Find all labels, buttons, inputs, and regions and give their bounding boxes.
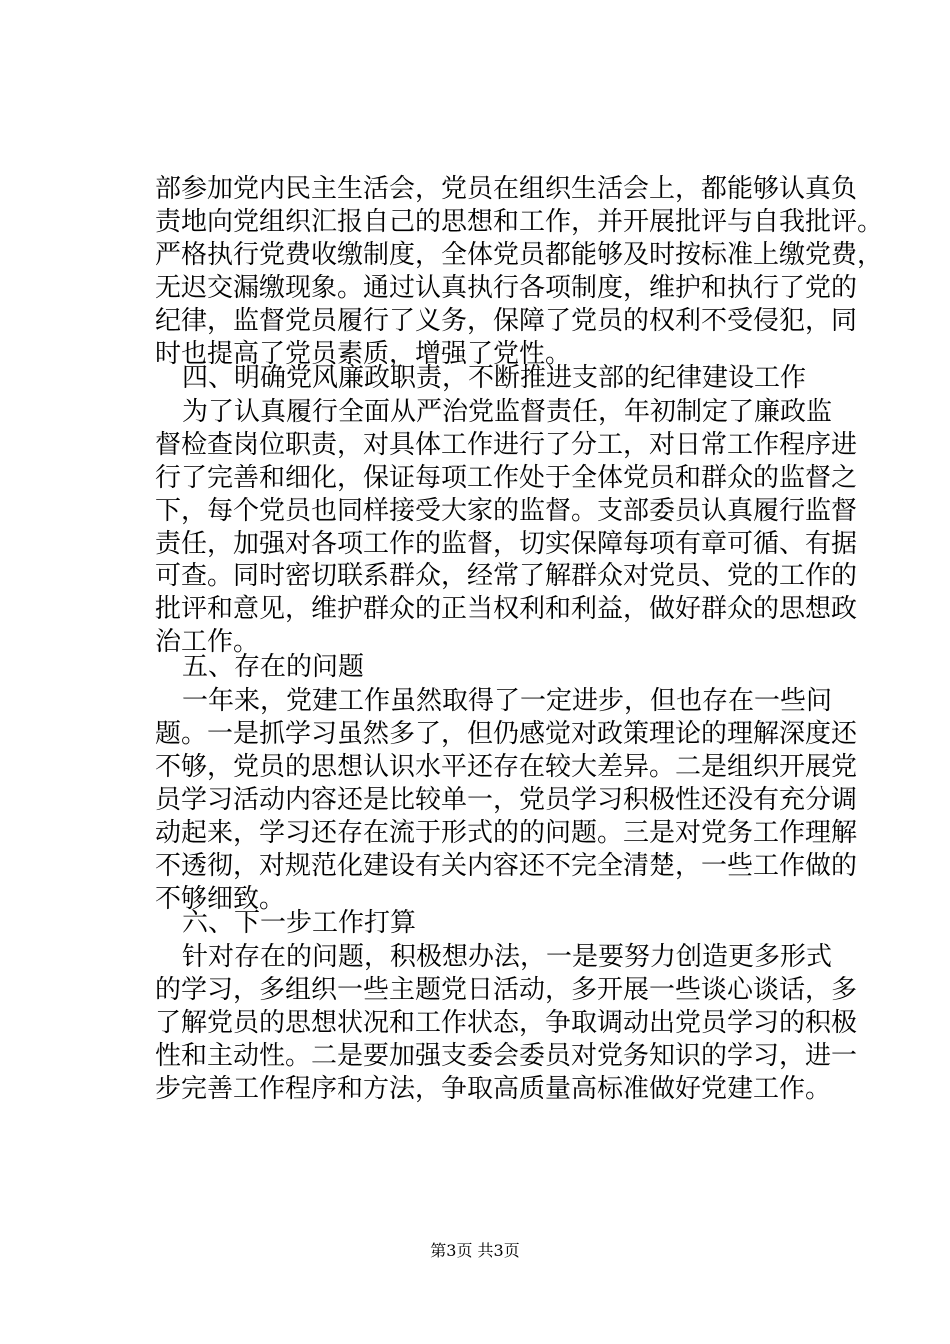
text-line: 下，每个党员也同样接受大家的监督。支部委员认真履行监督	[155, 496, 858, 526]
text-line: 动起来，学习还存在流于形式的的问题。三是对党务工作理解	[155, 818, 858, 848]
page-number-footer: 第3页 共3页	[430, 1241, 520, 1260]
text-line: 不透彻，对规范化建设有关内容还不完全清楚，一些工作做的	[155, 851, 858, 881]
text-line: 员学习活动内容还是比较单一，党员学习积极性还没有充分调	[155, 785, 858, 815]
text-line: 督检查岗位职责，对具体工作进行了分工，对日常工作程序进	[155, 430, 858, 460]
section-heading: 六、下一步工作打算	[182, 908, 417, 938]
text-line: 的学习，多组织一些主题党日活动，多开展一些谈心谈话，多	[155, 975, 858, 1005]
text-line: 步完善工作程序和方法，争取高质量高标准做好党建工作。	[155, 1074, 832, 1104]
text-line: 责任，加强对各项工作的监督，切实保障每项有章可循、有据	[155, 529, 858, 559]
text-line: 针对存在的问题，积极想办法，一是要努力创造更多形式	[182, 942, 833, 972]
text-line: 治工作。	[155, 627, 260, 657]
text-line: 题。一是抓学习虽然多了，但仍感觉对政策理论的理解深度还	[155, 719, 858, 749]
text-line: 批评和意见，维护群众的正当权利和利益，做好群众的思想政	[155, 594, 858, 624]
text-line: 责地向党组织汇报自己的思想和工作，并开展批评与自我批评。	[155, 207, 884, 237]
section-heading: 四、明确党风廉政职责，不断推进支部的纪律建设工作	[182, 363, 807, 393]
text-line: 行了完善和细化，保证每项工作处于全体党员和群众的监督之	[155, 463, 858, 493]
text-line: 可查。同时密切联系群众，经常了解群众对党员、党的工作的	[155, 561, 858, 591]
text-line: 无迟交漏缴现象。通过认真执行各项制度，维护和执行了党的	[155, 273, 858, 303]
text-line: 不够，党员的思想认识水平还存在较大差异。二是组织开展党	[155, 752, 858, 782]
text-line: 了解党员的思想状况和工作状态，争取调动出党员学习的积极	[155, 1008, 858, 1038]
text-line: 性和主动性。二是要加强支委会委员对党务知识的学习，进一	[155, 1041, 858, 1071]
text-line: 时也提高了党员素质，增强了党性。	[155, 339, 572, 369]
section-heading: 五、存在的问题	[182, 652, 365, 682]
text-line: 纪律，监督党员履行了义务，保障了党员的权利不受侵犯，同	[155, 306, 858, 336]
text-line: 部参加党内民主生活会，党员在组织生活会上，都能够认真负	[155, 174, 858, 204]
text-line: 严格执行党费收缴制度，全体党员都能够及时按标准上缴党费，	[155, 240, 884, 270]
text-line: 一年来，党建工作虽然取得了一定进步，但也存在一些问	[182, 686, 833, 716]
text-line: 不够细致。	[155, 884, 286, 914]
text-line: 为了认真履行全面从严治党监督责任，年初制定了廉政监	[182, 397, 833, 427]
